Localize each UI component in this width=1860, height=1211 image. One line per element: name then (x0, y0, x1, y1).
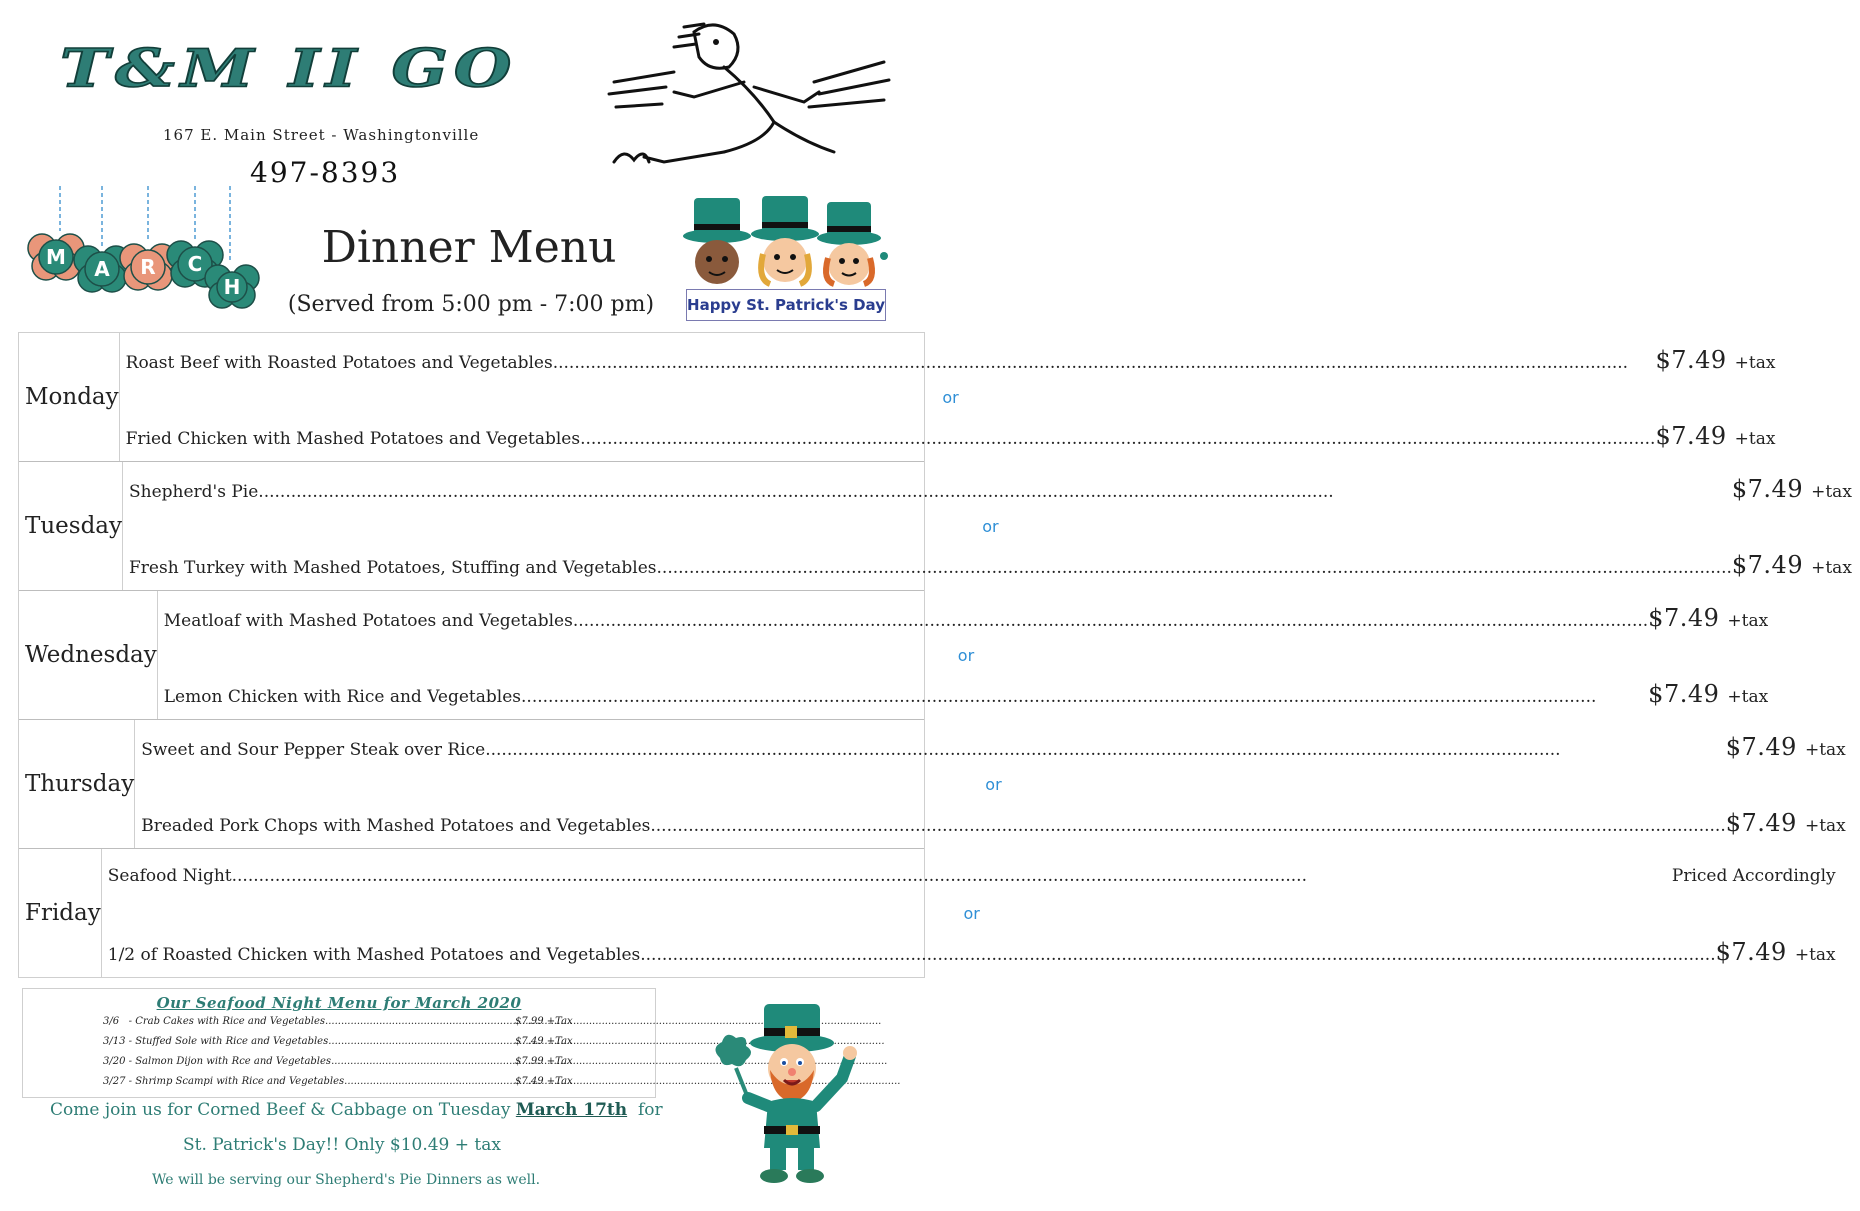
or-separator: or (982, 517, 999, 536)
menu-item-price: $7.49 (1655, 422, 1727, 450)
day-name: Friday (19, 849, 102, 977)
restaurant-phone: 497-8393 (250, 156, 401, 189)
march-letter: C (187, 252, 203, 276)
restaurant-logo: T&M II GO (60, 36, 518, 100)
promo-line-1 (50, 1100, 663, 1120)
weekly-menu-table (18, 332, 1852, 978)
menu-item-tax: +tax (1734, 353, 1776, 373)
dot-leader (553, 344, 1656, 382)
menu-item (164, 675, 1768, 713)
menu-item-price: $7.49 (1731, 551, 1804, 579)
seafood-item-price: $7.49 +Tax (515, 1036, 573, 1047)
seafood-item (23, 1012, 655, 1032)
seafood-item-price: $7.99 +Tax (515, 1016, 573, 1027)
menu-item (141, 728, 1846, 766)
or-separator: or (985, 775, 1002, 794)
day-name: Tuesday (19, 462, 123, 590)
dot-leader (657, 549, 1732, 587)
menu-item (129, 470, 1852, 508)
menu-item (164, 599, 1768, 637)
seafood-item-label: 3/20 - Salmon Dijon with Rce and Vegetables (103, 1056, 332, 1067)
dot-leader (580, 420, 1655, 458)
menu-item-tax: +tax (1794, 945, 1836, 965)
menu-item (108, 933, 1836, 971)
menu-item-price: $7.49 (1648, 680, 1720, 708)
running-man-illustration (604, 12, 894, 177)
or-separator: or (963, 904, 980, 923)
menu-item-tax: +tax (1727, 687, 1769, 707)
menu-item-name: Lemon Chicken with Rice and Vegetables (163, 687, 522, 707)
menu-item-name: Fried Chicken with Mashed Potatoes and Vegetables (125, 429, 581, 449)
day-block (19, 462, 1852, 591)
day-items (102, 849, 1844, 977)
seafood-title: Our Seafood Night Menu for March 2020 (156, 994, 522, 1012)
menu-item-name: Fresh Turkey with Mashed Potatoes, Stuffing and Vegetables (129, 558, 657, 578)
march-letter: M (46, 245, 66, 269)
menu-item-tax: +tax (1734, 429, 1776, 449)
menu-item-tax: +tax (1811, 482, 1852, 502)
dot-leader (325, 1012, 515, 1032)
day-block (19, 849, 1836, 977)
dot-leader (640, 936, 1715, 974)
seafood-item (23, 1032, 655, 1052)
menu-item (126, 417, 1776, 455)
menu-item-name: 1/2 of Roasted Chicken with Mashed Potatoes and Vegetables (107, 945, 641, 965)
menu-item-price: $7.49 (1725, 809, 1797, 837)
served-hours: (Served from 5:00 pm - 7:00 pm) (287, 292, 655, 317)
promo-line-1-end: for (627, 1100, 663, 1120)
menu-item-tax: +tax (1811, 558, 1852, 578)
menu-item-name: Meatloaf with Mashed Potatoes and Vegetables (163, 611, 573, 631)
day-items (120, 333, 1784, 461)
seafood-item-price: $7.99 +Tax (515, 1056, 573, 1067)
menu-item-name: Roast Beef with Roasted Potatoes and Vegetables (125, 353, 553, 373)
promo-line-2: St. Patrick's Day!! Only $10.49 + tax (183, 1135, 501, 1155)
dot-leader (344, 1072, 515, 1092)
day-name: Monday (19, 333, 120, 461)
menu-item-price-text: Priced Accordingly (1671, 866, 1836, 886)
promo-line-1-text: Come join us for Corned Beef & Cabbage on Tuesday (50, 1100, 516, 1120)
day-block (19, 720, 1846, 849)
menu-item-price: $7.49 (1731, 475, 1804, 503)
day-items (123, 462, 1860, 590)
day-name: Wednesday (19, 591, 158, 719)
menu-item (141, 804, 1846, 842)
menu-item-name: Sweet and Sour Pepper Steak over Rice (141, 740, 486, 760)
seafood-item-price: $7.49 +Tax (515, 1076, 573, 1087)
dot-leader (328, 1032, 515, 1052)
menu-item-name: Breaded Pork Chops with Mashed Potatoes and Vegetables (141, 816, 651, 836)
menu-item-tax: +tax (1804, 816, 1846, 836)
menu-item-tax: +tax (1727, 611, 1769, 631)
menu-item-price: $7.49 (1715, 938, 1787, 966)
menu-title-text: Dinner Menu (321, 222, 617, 273)
seafood-item-label: 3/6 - Crab Cakes with Rice and Vegetables (103, 1016, 326, 1027)
menu-item-price: $7.49 (1725, 733, 1797, 761)
dot-leader (650, 807, 1725, 845)
restaurant-address: 167 E. Main Street - Washingtonville (163, 126, 480, 144)
dot-leader (573, 602, 1648, 640)
march-letter: R (140, 255, 156, 279)
seafood-item (23, 1072, 655, 1092)
or-separator: or (957, 646, 975, 665)
menu-item-tax: +tax (1804, 740, 1846, 760)
promo-line-3: We will be serving our Shepherd's Pie Dinners as well. (152, 1172, 541, 1188)
menu-item-price: $7.49 (1655, 346, 1727, 374)
march-letter: A (94, 257, 110, 281)
dot-leader (258, 473, 1732, 511)
dot-leader (232, 857, 1672, 895)
dot-leader (485, 731, 1726, 769)
march-letter: H (223, 275, 241, 299)
day-name: Thursday (19, 720, 135, 848)
leprechaun-illustration (712, 998, 862, 1188)
menu-item (108, 857, 1836, 895)
menu-item-price: $7.49 (1648, 604, 1720, 632)
day-items (158, 591, 1776, 719)
menu-item-name: Shepherd's Pie (129, 482, 259, 502)
menu-item (126, 341, 1776, 379)
dot-leader (331, 1052, 515, 1072)
st-patricks-label: Happy St. Patrick's Day (686, 289, 886, 321)
day-items (135, 720, 1854, 848)
seafood-item (23, 1052, 655, 1072)
seafood-list (23, 1012, 655, 1092)
menu-item-name: Seafood Night (107, 866, 232, 886)
day-block (19, 333, 1776, 462)
promo-date: March 17th (515, 1100, 628, 1120)
seafood-item-label: 3/13 - Stuffed Sole with Rice and Vegetables (103, 1036, 329, 1047)
day-block (19, 591, 1769, 720)
seafood-night-box (22, 988, 656, 1098)
menu-item (129, 546, 1852, 584)
or-separator: or (942, 388, 959, 407)
seafood-item-label: 3/27 - Shrimp Scampi with Rice and Vegetables (103, 1076, 345, 1087)
dot-leader (521, 678, 1648, 716)
